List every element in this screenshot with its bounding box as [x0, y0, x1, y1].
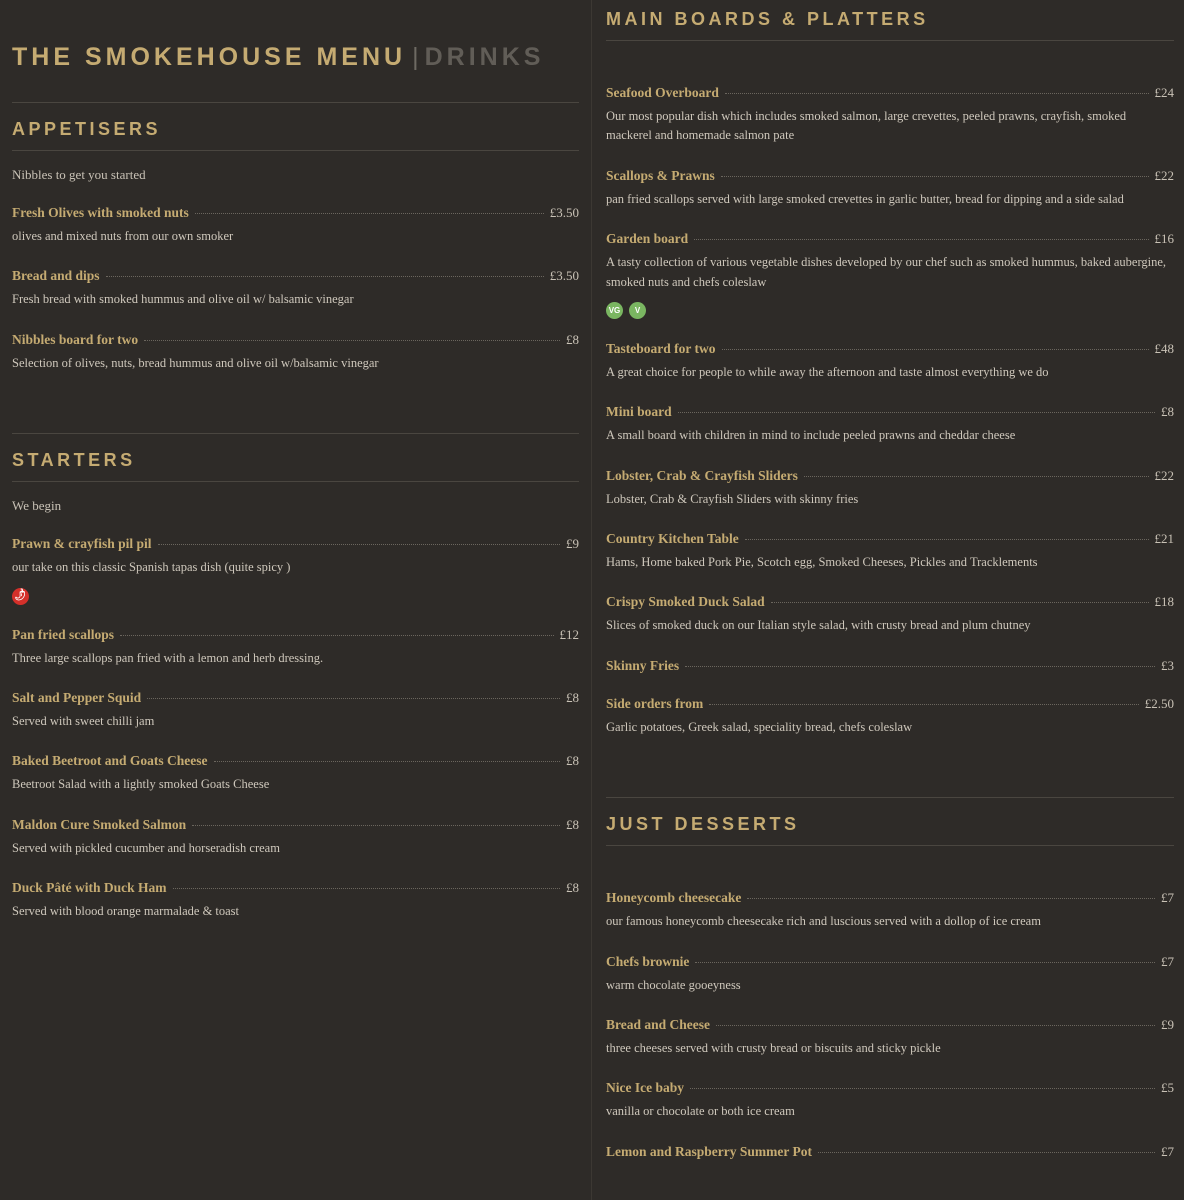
- right-sections: [606, 0, 1174, 1160]
- leader-dots: [120, 635, 553, 636]
- leader-dots: [747, 898, 1155, 899]
- menu-item-description: Three large scallops pan fried with a lemon and herb dressing.: [12, 650, 324, 665]
- vegan-icon: VG: [606, 302, 623, 319]
- menu-item-name: Scallops & Prawns: [606, 167, 715, 183]
- leader-dots: [158, 544, 560, 545]
- menu-item-name: Chefs brownie: [606, 953, 690, 969]
- menu-item-name: Honeycomb cheesecake: [606, 890, 742, 906]
- menu-item-description: Selection of olives, nuts, bread hummus and olive oil w/balsamic vinegar: [12, 355, 379, 370]
- menu-item-head: [12, 880, 579, 896]
- leader-dots: [709, 704, 1139, 705]
- menu-item-head: [606, 404, 1174, 420]
- menu-item-price: £7: [1161, 890, 1174, 906]
- menu-section: [606, 0, 1174, 737]
- menu-item-head: [606, 1017, 1174, 1033]
- menu-item-name: Garden board: [606, 231, 689, 247]
- menu-item: [606, 85, 1174, 146]
- menu-item-price: £8: [566, 753, 579, 769]
- menu-item-head: [606, 1080, 1174, 1096]
- section-divider-top: [12, 102, 579, 103]
- menu-item: [12, 205, 579, 246]
- section-note: We begin: [12, 498, 62, 514]
- menu-title-separator: |: [412, 43, 423, 71]
- menu-item: [12, 690, 579, 731]
- leader-dots: [173, 888, 561, 889]
- menu-item-price: £8: [566, 331, 579, 347]
- leader-dots: [685, 666, 1155, 667]
- menu-column-right: [592, 0, 1184, 1200]
- menu-item-price: £8: [566, 880, 579, 895]
- menu-item-price: £9: [566, 536, 579, 552]
- menu-item-description: Served with sweet chilli jam: [12, 713, 155, 728]
- menu-item-description: our take on this classic Spanish tapas dish (quite spicy ): [12, 560, 291, 575]
- menu-item-name: Side orders from: [606, 695, 704, 711]
- menu-item: [606, 1080, 1174, 1121]
- menu-item-price: £2.50: [1144, 695, 1174, 711]
- menu-item-description: Our most popular dish which includes smoked salmon, large crevettes, peeled prawns, crayfish, smoked mackerel and homemade salmon pate: [606, 109, 1127, 143]
- menu-item-description: Garlic potatoes, Greek salad, speciality bread, chefs coleslaw: [606, 719, 913, 734]
- leader-dots: [106, 276, 544, 277]
- leader-dots: [144, 340, 560, 341]
- menu-item-price: £48: [1154, 340, 1174, 356]
- menu-item-price: £8: [1161, 404, 1174, 420]
- menu-masthead: [12, 0, 579, 72]
- menu-section: [12, 433, 579, 921]
- menu-item-description: Served with blood orange marmalade & toast: [12, 904, 240, 918]
- leader-dots: [818, 1152, 1155, 1153]
- menu-item-name: Nice Ice baby: [606, 1080, 684, 1096]
- leader-dots: [192, 825, 560, 826]
- menu-item-head: [12, 332, 579, 348]
- menu-item-price: £5: [1161, 1080, 1174, 1096]
- menu-item-name: Baked Beetroot and Goats Cheese: [12, 753, 208, 769]
- menu-item-price: £24: [1154, 85, 1174, 100]
- menu-item-name: Fresh Olives with smoked nuts: [12, 205, 189, 220]
- menu-item-head: [606, 168, 1174, 184]
- menu-item-name: Duck Pâté with Duck Ham: [12, 880, 167, 895]
- page-title: [12, 42, 579, 72]
- menu-item-description: Slices of smoked duck on our Italian style salad, with crusty bread and plum chutney: [606, 618, 1031, 633]
- menu-item: [606, 341, 1174, 382]
- menu-item-price: £21: [1154, 531, 1174, 546]
- menu-item-price: £12: [559, 626, 579, 642]
- menu-item-name: Bread and dips: [12, 268, 100, 284]
- menu-item-head: [606, 954, 1174, 970]
- section-divider-bottom: [12, 150, 579, 151]
- menu-item-name: Maldon Cure Smoked Salmon: [12, 816, 187, 832]
- menu-item: [12, 817, 579, 858]
- menu-item-name: Prawn & crayfish pil pil: [12, 536, 152, 552]
- menu-item-name: Mini board: [606, 404, 672, 420]
- menu-item: [606, 658, 1174, 674]
- menu-item-description: vanilla or chocolate or both ice cream: [606, 1104, 795, 1119]
- menu-item: [12, 880, 579, 921]
- leader-dots: [214, 761, 561, 762]
- menu-item-description: pan fried scallops served with large smoked crevettes in garlic butter, bread for dipping and a side salad: [606, 191, 1124, 206]
- menu-item: [606, 168, 1174, 209]
- menu-item-name: Nibbles board for two: [12, 331, 139, 347]
- menu-item-description: A small board with children in mind to include peeled prawns and cheddar cheese: [606, 428, 1016, 443]
- section-divider-top: [12, 433, 579, 434]
- menu-item-name: Lemon and Raspberry Summer Pot: [606, 1143, 813, 1159]
- menu-item-head: [606, 341, 1174, 357]
- menu-item-head: [12, 627, 579, 643]
- menu-item-description: olives and mixed nuts from our own smoker: [12, 229, 234, 243]
- section-title: APPETISERS: [12, 119, 162, 139]
- menu-item-head: [606, 85, 1174, 101]
- menu-item-description: warm chocolate gooeyness: [606, 977, 741, 992]
- menu-item-description: Beetroot Salad with a lightly smoked Goats Cheese: [12, 777, 270, 792]
- dietary-badges: [606, 302, 1174, 319]
- menu-item: [606, 404, 1174, 445]
- menu-item-description: Served with pickled cucumber and horseradish cream: [12, 840, 280, 855]
- menu-item-description: A tasty collection of various vegetable dishes developed by our chef such as smoked hummus, baked aubergine, smoked nuts and chefs coleslaw: [606, 255, 1167, 289]
- leader-dots: [745, 539, 1149, 540]
- menu-item: [606, 231, 1174, 319]
- menu-item-description: A great choice for people to while away the afternoon and taste almost everything we do: [606, 364, 1049, 379]
- leader-dots: [147, 698, 560, 699]
- menu-item-name: Lobster, Crab & Crayfish Sliders: [606, 467, 798, 483]
- leader-dots: [195, 213, 544, 214]
- menu-subtitle-drinks[interactable]: DRINKS: [424, 43, 545, 71]
- menu-item: [606, 531, 1174, 572]
- menu-item: [12, 627, 579, 668]
- menu-item-price: £8: [566, 816, 579, 832]
- menu-item-price: £8: [566, 689, 579, 705]
- menu-item: [606, 954, 1174, 995]
- menu-item-price: £3: [1161, 657, 1174, 673]
- chilli-icon: [12, 588, 29, 605]
- menu-item-price: £7: [1161, 1143, 1174, 1159]
- leader-dots: [771, 602, 1149, 603]
- menu-item-description: our famous honeycomb cheesecake rich and luscious served with a dollop of ice cream: [606, 914, 1041, 929]
- menu-item-head: [606, 890, 1174, 906]
- leader-dots: [690, 1088, 1155, 1089]
- leader-dots: [695, 962, 1155, 963]
- menu-item-head: [12, 205, 579, 221]
- menu-item-head: [606, 531, 1174, 547]
- leader-dots: [721, 176, 1149, 177]
- section-title: STARTERS: [12, 450, 136, 471]
- leader-dots: [716, 1025, 1155, 1026]
- menu-item-name: Bread and Cheese: [606, 1016, 711, 1032]
- menu-item-price: £22: [1154, 467, 1174, 483]
- menu-item: [606, 890, 1174, 931]
- menu-item-head: [12, 536, 579, 552]
- menu-item-head: [606, 594, 1174, 610]
- section-title: JUST DESSERTS: [606, 814, 800, 835]
- dietary-badges: [12, 588, 579, 605]
- menu-item-price: £3.50: [549, 205, 579, 220]
- menu-title-text: THE SMOKEHOUSE MENU: [12, 43, 407, 71]
- menu-item-name: Crispy Smoked Duck Salad: [606, 594, 765, 610]
- left-sections: [12, 102, 579, 921]
- menu-item-description: Fresh bread with smoked hummus and olive oil w/ balsamic vinegar: [12, 292, 354, 307]
- menu-item-name: Skinny Fries: [606, 657, 680, 673]
- menu-item-name: Country Kitchen Table: [606, 531, 739, 546]
- menu-item: [12, 268, 579, 309]
- leader-dots: [694, 239, 1148, 240]
- menu-item: [606, 468, 1174, 509]
- menu-item: [606, 696, 1174, 737]
- menu-item: [12, 753, 579, 794]
- menu-section: [12, 102, 579, 373]
- menu-item-price: £22: [1154, 167, 1174, 183]
- menu-item-name: Salt and Pepper Squid: [12, 689, 142, 705]
- leader-dots: [725, 93, 1149, 94]
- menu-item-head: [606, 1144, 1174, 1160]
- menu-item-head: [12, 268, 579, 284]
- section-spacer: [606, 41, 1174, 63]
- leader-dots: [722, 349, 1149, 350]
- menu-item-head: [12, 690, 579, 706]
- leader-dots: [678, 412, 1155, 413]
- menu-section: [606, 797, 1174, 1160]
- menu-item-head: [606, 231, 1174, 247]
- menu-item-description: three cheeses served with crusty bread or biscuits and sticky pickle: [606, 1040, 941, 1055]
- chilli-glyph: 🌶: [12, 588, 29, 603]
- menu-item-head: [12, 817, 579, 833]
- leader-dots: [804, 476, 1149, 477]
- section-spacer: [606, 846, 1174, 868]
- menu-item-description: Lobster, Crab & Crayfish Sliders with skinny fries: [606, 491, 859, 506]
- menu-item-name: Tasteboard for two: [606, 340, 716, 356]
- menu-item-price: £3.50: [549, 268, 579, 284]
- menu-item: [12, 332, 579, 373]
- menu-item-head: [606, 696, 1174, 712]
- section-divider-top: [606, 797, 1174, 798]
- menu-item-price: £9: [1161, 1016, 1174, 1032]
- menu-item-price: £16: [1154, 231, 1174, 247]
- menu-item-head: [606, 658, 1174, 674]
- section-title: MAIN BOARDS & PLATTERS: [606, 9, 929, 29]
- menu-item-name: Pan fried scallops: [12, 626, 115, 642]
- section-note: Nibbles to get you started: [12, 167, 146, 182]
- menu-item: [12, 536, 579, 604]
- menu-item-price: £18: [1154, 594, 1174, 610]
- menu-item-head: [12, 753, 579, 769]
- menu-item-head: [606, 468, 1174, 484]
- menu-item-price: £7: [1161, 953, 1174, 969]
- menu-item-name: Seafood Overboard: [606, 85, 719, 100]
- menu-item: [606, 1144, 1174, 1160]
- vegetarian-icon: V: [629, 302, 646, 319]
- section-divider-bottom: [12, 481, 579, 482]
- menu-item: [606, 594, 1174, 635]
- menu-item-description: Hams, Home baked Pork Pie, Scotch egg, Smoked Cheeses, Pickles and Tracklements: [606, 555, 1038, 569]
- menu-item: [606, 1017, 1174, 1058]
